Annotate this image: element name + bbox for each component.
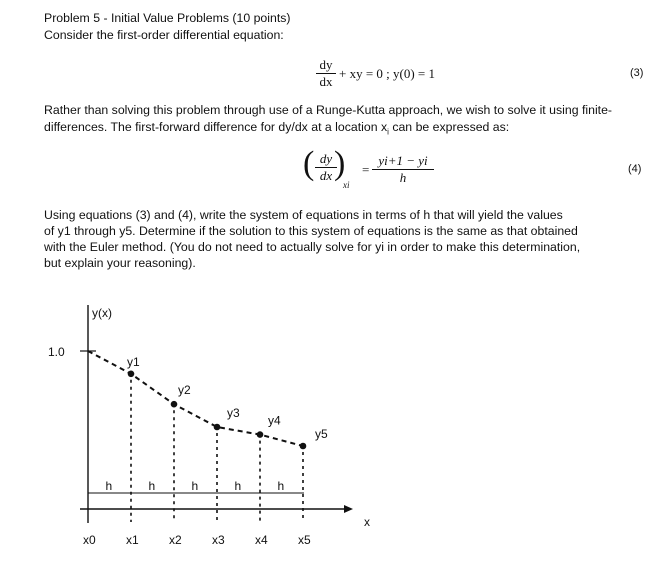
eq3-rest: + xy = 0 ; y(0) = 1	[339, 66, 436, 81]
x-label-0: x0	[83, 533, 96, 547]
eq3-number: (3)	[630, 67, 644, 79]
point-label-4: y4	[268, 413, 281, 428]
x-axis-arrow	[344, 505, 353, 513]
eq4-lhs-subscript: xi	[343, 180, 350, 190]
eq3-numerator: dy	[319, 57, 333, 72]
paragraph1-line1: Rather than solving this problem through use of a Runge-Kutta approach, we wish to solve it using finite-	[44, 103, 613, 117]
eq4-right-paren: )	[334, 145, 346, 182]
eq4-rhs-numerator: yi+1 − yi	[378, 153, 428, 168]
x-axis-label: x	[364, 515, 370, 529]
x-label-1: x1	[126, 533, 139, 547]
h-label-3: h	[191, 479, 199, 493]
point-label-2: y2	[178, 383, 191, 398]
h-label-5: h	[277, 479, 285, 493]
y-tick-label: 1.0	[48, 345, 65, 359]
data-point-1	[128, 371, 135, 378]
y-axis-label: y(x)	[92, 306, 112, 320]
x-label-4: x4	[255, 533, 268, 547]
eq4-left-paren: (	[303, 145, 315, 182]
h-label-1: h	[105, 479, 113, 493]
x-label-2: x2	[169, 533, 182, 547]
paragraph2-line3: with the Euler method. (You do not need to actually solve for yi in order to make this determination,	[44, 240, 581, 254]
point-label-3: y3	[227, 406, 240, 420]
data-point-5	[300, 443, 307, 450]
euler-dashed-curve	[88, 351, 303, 446]
eq4-number: (4)	[628, 163, 642, 175]
eq4-lhs-numerator: dy	[319, 151, 333, 166]
problem-title: Problem 5 - Initial Value Problems (10 points)	[44, 11, 291, 25]
data-point-4	[257, 431, 264, 438]
data-point-2	[171, 401, 178, 408]
h-label-2: h	[148, 479, 156, 493]
point-label-1: y1	[127, 354, 140, 369]
point-label-5: y5	[315, 427, 328, 441]
problem-intro: Consider the first-order differential equation:	[44, 28, 284, 42]
eq4-lhs-denominator: dx	[319, 168, 333, 183]
paragraph1-line2-b: can be expressed as:	[388, 120, 510, 134]
eq4-equals: =	[362, 162, 370, 177]
eq3-denominator: dx	[319, 74, 333, 89]
x-label-3: x3	[212, 533, 225, 547]
h-label-4: h	[234, 479, 242, 493]
data-point-3	[214, 424, 221, 431]
x-label-5: x5	[298, 533, 311, 547]
paragraph2-line4: but explain your reasoning).	[44, 256, 196, 270]
eq4-rhs-denominator: h	[399, 170, 407, 185]
paragraph2-line2: of y1 through y5. Determine if the solution to this system of equations is the same as that obtained	[44, 224, 578, 238]
paragraph2-line1: Using equations (3) and (4), write the system of equations in terms of h that will yield the values	[44, 208, 563, 222]
paragraph1-line2-a: differences. The first-forward difference for dy/dx at a location x	[44, 120, 388, 134]
paragraph1-line2-sub: i	[387, 127, 389, 137]
